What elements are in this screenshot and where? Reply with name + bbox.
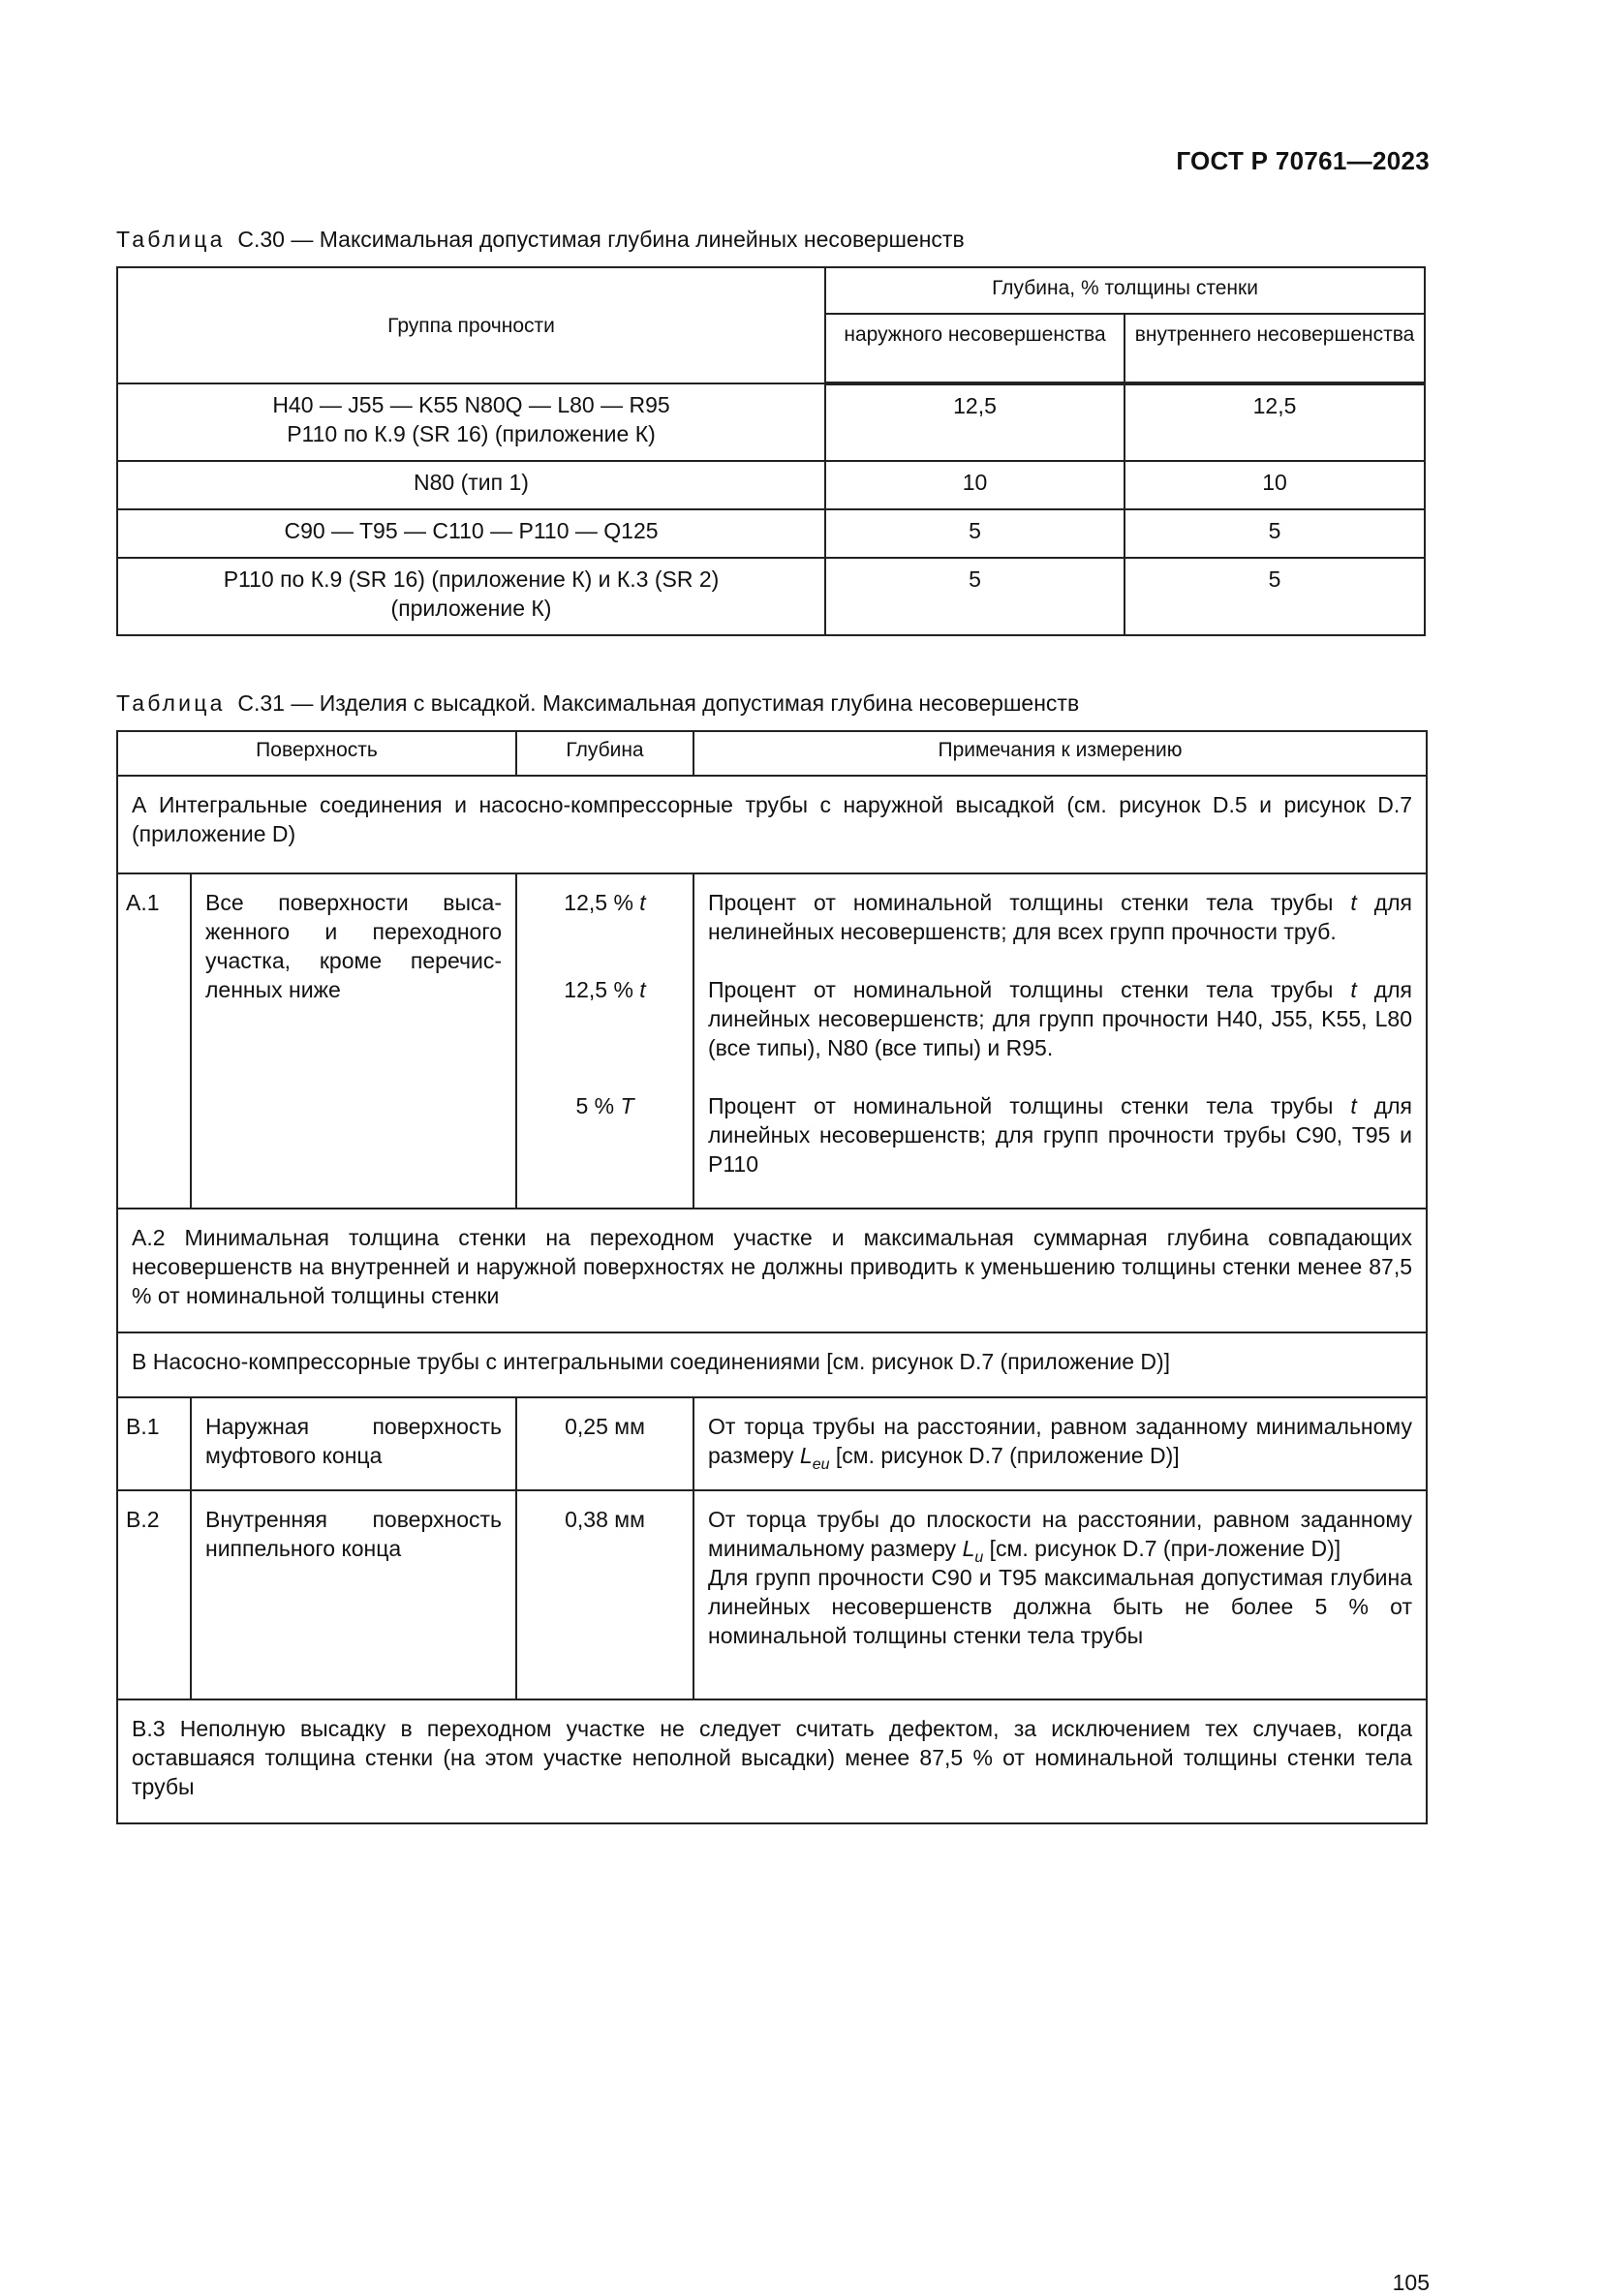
table-c30-caption-label: Таблица (116, 227, 226, 252)
group-line: P110 по К.9 (SR 16) (приложение К) (287, 421, 656, 446)
depth-cell: 0,38 мм (516, 1490, 693, 1699)
table-c30-caption-text: С.30 — Максимальная допустимая глубина линейных несовершенств (237, 227, 965, 252)
surface-cell: Все поверхности выса-женного и переходного участка, кроме перечис-ленных ниже (191, 873, 516, 1209)
table-c30-group-cell (117, 558, 825, 635)
table-c31-header-notes: Примечания к измерению (693, 731, 1427, 776)
note-text: для линейных несовершенств; для групп прочности H40, J55, K55, L80 (все типы), N80 (все типы) и R95. (708, 977, 1413, 1060)
table-row (117, 461, 1425, 509)
note-text: [см. рисунок D.7 (при-ложение D)] (989, 1536, 1341, 1561)
table-c30-inner-cell: 5 (1124, 558, 1425, 635)
table-row (117, 873, 1427, 1209)
table-row (117, 558, 1425, 635)
table-c30-inner-cell: 10 (1124, 461, 1425, 509)
depth-value: 12,5 % (564, 890, 633, 915)
depth-cell (516, 873, 693, 1209)
depth-cell: 0,25 мм (516, 1397, 693, 1490)
table-c30-group-cell (117, 383, 825, 461)
table-c31 (116, 730, 1428, 1824)
table-row (117, 383, 1425, 461)
note-symbol: L (962, 1536, 975, 1561)
document-code: ГОСТ Р 70761—2023 (1176, 146, 1430, 175)
notes-cell (693, 1397, 1427, 1490)
row-id: В.1 (117, 1397, 191, 1490)
note-subscript: eu (812, 1456, 830, 1473)
depth-entry (525, 975, 685, 1004)
note-text: [см. рисунок D.7 (приложение D)] (835, 1443, 1180, 1468)
row-id: А.1 (117, 873, 191, 1209)
table-c30 (116, 266, 1426, 636)
surface-cell: Наружная поверхность муфтового конца (191, 1397, 516, 1490)
table-c31-caption-label: Таблица (116, 690, 226, 716)
table-row (117, 1397, 1427, 1490)
note-entry: Для групп прочности С90 и Т95 максимальная допустимая глубина линейных несовершенств должна быть не более 5 % от номинальной толщины стенки тела трубы (708, 1565, 1412, 1648)
table-row (117, 509, 1425, 558)
table-c30-group-cell: N80 (тип 1) (117, 461, 825, 509)
depth-symbol: t (639, 977, 646, 1002)
table-c31-header-depth: Глубина (516, 731, 693, 776)
table-c31-caption-text: С.31 — Изделия с высадкой. Максимальная допустимая глубина несовершенств (237, 690, 1080, 716)
table-c30-header-inner: внутреннего несовершенства (1124, 314, 1425, 383)
notes-cell (693, 1490, 1427, 1699)
note-subscript: u (974, 1549, 984, 1566)
table-c30-outer-cell: 5 (825, 558, 1124, 635)
table-c31-caption (116, 689, 1079, 718)
table-c30-header-group: Группа прочности (117, 267, 825, 383)
depth-symbol: T (620, 1093, 634, 1118)
note-entry (708, 975, 1412, 1062)
table-c30-outer-cell: 10 (825, 461, 1124, 509)
note-symbol: t (1350, 977, 1357, 1002)
depth-value: 5 % (575, 1093, 615, 1118)
note-text: для линейных несовершенств; для групп прочности трубы С90, Т95 и Р110 (708, 1093, 1413, 1177)
table-c30-outer-cell: 12,5 (825, 383, 1124, 461)
section-b-heading: В Насосно-компрессорные трубы с интегральными соединениями [см. рисунок D.7 (приложение D)] (117, 1332, 1427, 1397)
table-c30-header-depth: Глубина, % толщины стенки (825, 267, 1425, 314)
table-c31-header-surface: Поверхность (117, 731, 516, 776)
row-id: В.2 (117, 1490, 191, 1699)
note-b3: В.3 Неполную высадку в переходном участке не следует считать дефектом, за исключением тех случаев, когда оставшаяся толщина стенки (на этом участке неполной высадки) менее 87,5 % от номинальной толщины стенки тела трубы (117, 1699, 1427, 1823)
note-text: Процент от номинальной толщины стенки тела трубы (708, 890, 1334, 915)
group-line: P110 по К.9 (SR 16) (приложение К) и К.3 (SR 2) (223, 566, 720, 592)
table-c30-caption (116, 225, 965, 254)
group-line: Н40 — J55 — K55 N80Q — L80 — R95 (272, 392, 670, 417)
table-c30-inner-cell: 5 (1124, 509, 1425, 558)
table-c30-inner-cell: 12,5 (1124, 383, 1425, 461)
note-entry (708, 1091, 1412, 1179)
note-symbol: t (1350, 890, 1357, 915)
note-text: Процент от номинальной толщины стенки тела трубы (708, 977, 1334, 1002)
note-symbol: t (1350, 1093, 1357, 1118)
table-c30-header-outer: наружного несовершенства (825, 314, 1124, 383)
section-a-heading: А Интегральные соединения и насосно-компрессорные трубы с наружной высадкой (см. рисунок D.5 и рисунок D.7 (приложение D) (117, 776, 1427, 873)
group-line: (приложение К) (390, 596, 552, 621)
surface-cell: Внутренняя поверхность ниппельного конца (191, 1490, 516, 1699)
depth-entry (525, 888, 685, 917)
page-number: 105 (1392, 2270, 1430, 2295)
depth-symbol: t (639, 890, 646, 915)
note-text: От торца трубы на расстоянии, равном заданному минимальному размеру (708, 1414, 1412, 1468)
notes-cell (693, 873, 1427, 1209)
note-entry (708, 888, 1412, 946)
table-row (117, 1490, 1427, 1699)
note-text: Процент от номинальной толщины стенки тела трубы (708, 1093, 1334, 1118)
note-symbol: L (799, 1443, 813, 1468)
depth-value: 12,5 % (564, 977, 633, 1002)
note-text: От торца трубы до плоскости на расстоянии, равном заданному минимальному размеру (708, 1507, 1412, 1561)
depth-entry (525, 1091, 685, 1120)
note-text: для нелинейных несовершенств; для всех групп прочности труб. (708, 890, 1413, 944)
table-c30-outer-cell: 5 (825, 509, 1124, 558)
table-c30-group-cell: C90 — T95 — C110 — P110 — Q125 (117, 509, 825, 558)
note-a2: А.2 Минимальная толщина стенки на переходном участке и максимальная суммарная глубина совпадающих несовершенств на внутренней и наружной поверхностях не должны приводить к уменьшению толщины стенки менее 87,5 % от номинальной толщины стенки (117, 1209, 1427, 1332)
note-entry (708, 1505, 1412, 1566)
